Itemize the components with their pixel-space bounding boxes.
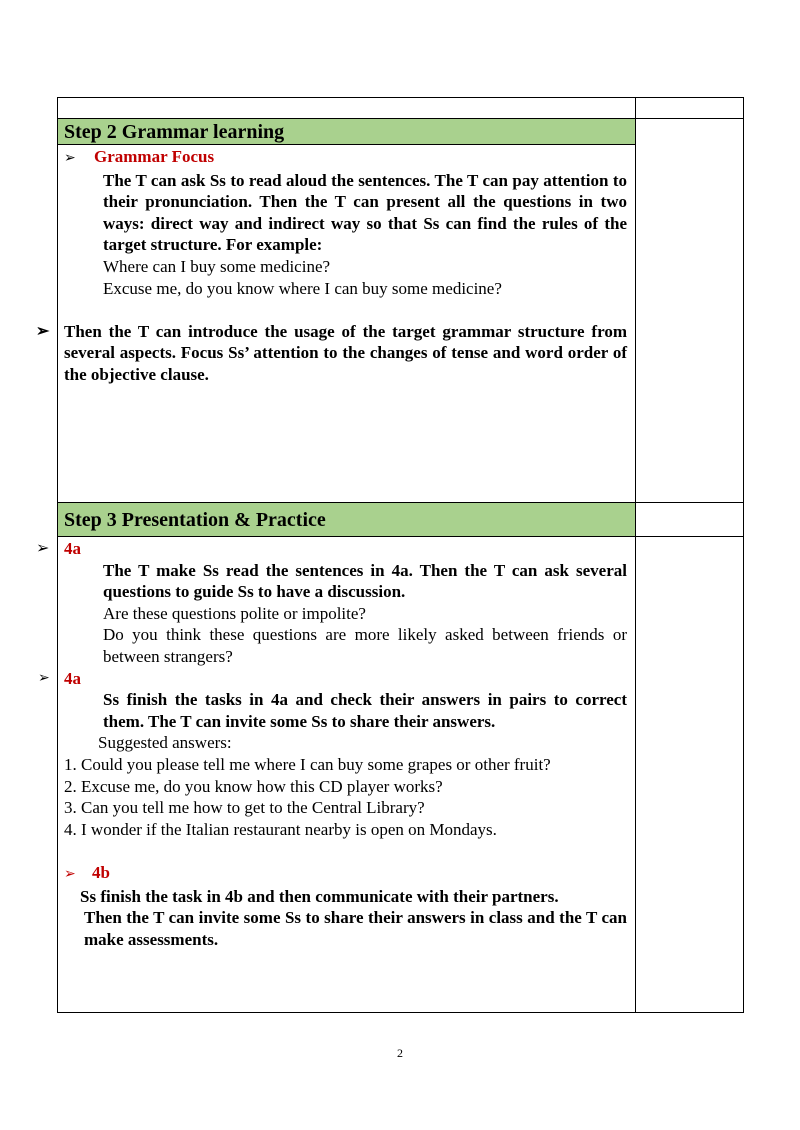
step2-notes-cell [636,119,744,503]
section-4b-paragraph-2: Then the T can invite some Ss to share their answers in class and the T can make assessments. [84,908,627,949]
answer-3: 3. Can you tell me how to get to the Central Library? [64,798,425,818]
arrow-bullet-icon: ➢ [36,322,50,340]
section-4b-paragraph-1: Ss finish the task in 4b and then communicate with their partners. [80,886,559,906]
section-4a-paragraph: The T make Ss read the sentences in 4a. Then the T can ask several questions to guide Ss to have a discussion. [103,560,627,602]
arrow-bullet-icon: ➢ [64,151,76,166]
step3-body [36,537,636,1013]
answer-4: 4. I wonder if the Italian restaurant nearby is open on Mondays. [64,819,497,839]
example-sentence-1: Where can I buy some medicine? [103,256,331,276]
step3-title: Step 3 Presentation & Practice [58,503,636,537]
step2-paragraph-2 [36,321,635,386]
step2-paragraph-2-text: Then the T can introduce the usage of the target grammar structure from several aspects. Focus Ss’ attention to the changes of tense and word order of the objective clause. [64,321,627,384]
section-4a-label: 4a [64,539,81,558]
arrow-bullet-icon: ➢ [38,670,50,686]
arrow-bullet-icon: ➢ [36,540,50,557]
step3-body-row [58,537,744,1013]
step2-header-row [58,119,744,145]
arrow-bullet-icon: ➢ [64,866,76,882]
answer-1: 1. Could you please tell me where I can buy some grapes or other fruit? [64,754,551,774]
page-number: 2 [397,1046,403,1060]
step3-notes-cell [636,537,744,1013]
answer-2: 2. Excuse me, do you know how this CD player works? [64,776,443,796]
step2-body [36,145,636,503]
suggested-answers-label: Suggested answers: [98,733,232,753]
section-4a-second-label: 4a [64,668,81,688]
step3-notes-header-cell [636,503,744,537]
grammar-focus-label: Grammar Focus [94,147,215,166]
step2-title: Step 2 Grammar learning [58,119,636,145]
notes-cell-top [636,98,744,119]
section-4a-second-paragraph: Ss finish the tasks in 4a and check their answers in pairs to correct them. The T can invite some Ss to share their answers. [103,690,627,731]
section-4b-label: 4b [92,862,110,882]
example-sentence-2: Excuse me, do you know where I can buy some medicine? [103,278,502,298]
empty-row [58,98,744,119]
step2-paragraph-1: The T can ask Ss to read aloud the sentences. The T can pay attention to their pronunciation. Then the T can present all the questions in two ways: direct way and indirect way so that Ss can find the rules of the target structure. For example: [103,170,627,255]
empty-cell [58,98,636,119]
discussion-question-2: Do you think these questions are more likely asked between friends or between strangers? [103,625,627,666]
lesson-plan-table [36,97,744,1013]
step3-header-row [58,503,744,537]
discussion-question-1: Are these questions polite or impolite? [103,603,366,623]
